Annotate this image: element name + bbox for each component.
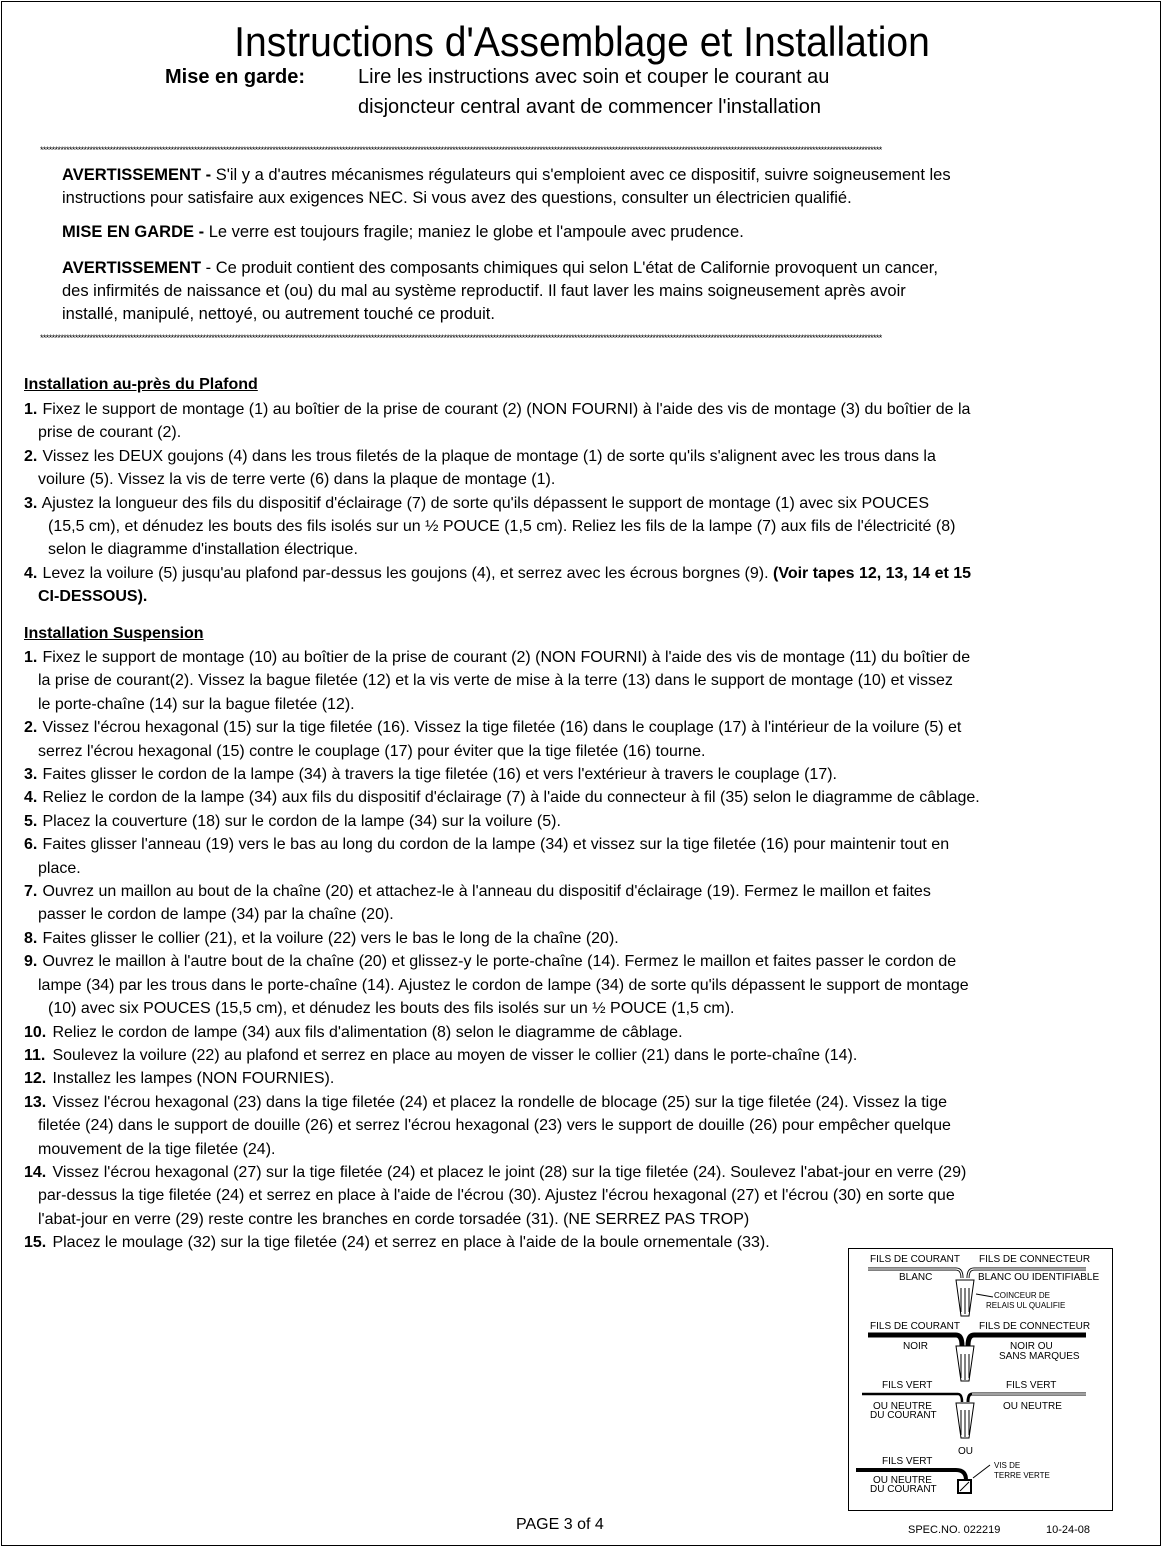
warning-text: instructions pour satisfaire aux exigences NEC. Si vous avez des questions, consulter un électricien qualifié. xyxy=(62,189,852,207)
instruction-line xyxy=(24,857,980,880)
instruction-line xyxy=(24,1161,980,1184)
instruction-line xyxy=(24,669,980,692)
step-number: 6. xyxy=(24,836,38,854)
step-text: passer le cordon de lampe (34) par la chaîne (20). xyxy=(38,906,394,924)
step-text: selon le diagramme d'installation électrique. xyxy=(48,541,358,559)
step-number: 3. xyxy=(24,766,38,784)
instruction-line xyxy=(24,693,980,716)
warning-block xyxy=(62,164,951,210)
instruction-line xyxy=(24,1067,980,1090)
step-text: Ajustez la longueur des fils du dispositif d'éclairage (7) de sorte qu'ils dépassent le support de montage (1) avec six POUCES xyxy=(41,494,930,512)
step-number: 12. xyxy=(24,1070,47,1088)
step-text: Vissez les DEUX goujons (4) dans les trous filetés de la plaque de montage (1) de sorte qu'ils s'alignent avec les trous dans la xyxy=(42,447,936,465)
step-text: serrez l'écrou hexagonal (15) contre le couplage (17) pour éviter que la tige filetée (16) tourne. xyxy=(38,742,706,760)
step-number: 1. xyxy=(24,649,38,666)
step-text: Reliez le cordon de lampe (34) aux fils d'alimentation (8) selon le diagramme de câblage. xyxy=(52,1023,683,1041)
page-title: Instructions d'Assemblage et Installation xyxy=(234,18,930,65)
instruction-line xyxy=(24,833,980,856)
step-number: 13. xyxy=(24,1093,47,1111)
step-text: Soulevez la voilure (22) au plafond et serrez en place au moyen de visser le collier (21) dans le porte-chaîne (14). xyxy=(52,1046,858,1064)
step-number: 1. xyxy=(24,401,38,418)
separator: ************************************************************************************************************************************************************************************************************************************************************************************************** xyxy=(40,145,882,155)
caution-text-line: disjoncteur central avant de commencer l'installation xyxy=(358,96,821,118)
step-text: Placez la couverture (18) sur le cordon de la lampe (34) sur la voilure (5). xyxy=(42,812,561,830)
instruction-line xyxy=(24,974,980,997)
instruction-line xyxy=(24,1091,980,1114)
diagram-label: NOIR xyxy=(903,1341,928,1352)
step-text: le porte-chaîne (14) sur la bague filetée (12). xyxy=(38,695,355,713)
step-text: lampe (34) par les trous dans le porte-chaîne (14). Ajustez le cordon de lampe (34) de sorte qu'ils dépassent le support de montage xyxy=(38,976,969,994)
step-text: Vissez l'écrou hexagonal (15) sur la tige filetée (16). Vissez la tige filetée (16) dans le couplage (17) à l'intérieur de la voilure (5) et xyxy=(42,719,962,737)
step-number: 3. xyxy=(24,494,38,512)
instruction-line xyxy=(24,716,980,739)
step-number: 4. xyxy=(24,789,38,807)
instruction-line xyxy=(24,421,971,444)
caution-label: Mise en garde: xyxy=(165,66,306,88)
instruction-line xyxy=(24,903,980,926)
step-number: 4. xyxy=(24,564,38,582)
step-number: 10. xyxy=(24,1023,47,1041)
diagram-label: OU xyxy=(958,1446,973,1457)
step-text: voilure (5). Vissez la vis de terre verte (6) dans la plaque de montage (1). xyxy=(38,471,556,489)
warning-block xyxy=(62,221,744,244)
instruction-line xyxy=(24,562,971,585)
separator: ************************************************************************************************************************************************************************************************************************************************************************************************** xyxy=(40,333,882,343)
diagram-label: FILS DE COURANT xyxy=(870,1254,961,1265)
step-text: mouvement de la tige filetée (24). xyxy=(38,1140,276,1158)
step-text: la prise de courant(2). Vissez la bague filetée (12) et la vis verte de mise à la terre (13) dans le support de montage (10) et vissez xyxy=(38,672,953,690)
step-text: Fixez le support de montage (10) au boîtier de la prise de courant (2) (NON FOURNI) à l'aide des vis de montage (11) du boîtier de xyxy=(42,649,971,666)
page-number: PAGE 3 of 4 xyxy=(516,1516,604,1533)
warning-label: MISE EN GARDE - xyxy=(62,223,209,241)
instruction-item xyxy=(24,716,980,763)
instruction-line xyxy=(24,646,980,669)
instruction-line xyxy=(24,950,980,973)
step-number: 2. xyxy=(24,447,38,465)
instruction-line xyxy=(24,763,980,786)
instruction-line xyxy=(24,445,971,468)
step-text: Ouvrez un maillon au bout de la chaîne (20) et attachez-le à l'anneau du dispositif d'éclairage (19). Fermez le maillon et faites xyxy=(42,883,931,901)
step-text: par-dessus la tige filetée (24) et serrez en place à l'aide de l'écrou (30). Ajustez l'écrou hexagonal (27) et l'écrou (30) en sorte que xyxy=(38,1187,955,1205)
instruction-item xyxy=(24,445,971,492)
instruction-line xyxy=(24,740,980,763)
step-text: Vissez l'écrou hexagonal (27) sur la tige filetée (24) et placez le joint (28) sur la tige filetée (24). Soulevez l'abat-jour en verre (29) xyxy=(52,1163,967,1181)
diagram-label: TERRE VERTE xyxy=(994,1471,1050,1480)
instruction-item xyxy=(24,1067,980,1090)
diagram-label: FILS VERT xyxy=(882,1380,933,1391)
warning-label: AVERTISSEMENT xyxy=(62,259,206,277)
step-text: Faites glisser le collier (21), et la voilure (22) vers le bas le long de la chaîne (20). xyxy=(42,929,619,947)
instruction-line xyxy=(24,1208,980,1231)
diagram-label: DU COURANT xyxy=(870,1484,937,1495)
step-text: Faites glisser l'anneau (19) vers le bas au long du cordon de la lampe (34) et vissez sur la tige filetée (16) pour maintenir tout en xyxy=(42,836,950,854)
instruction-list-suspension xyxy=(24,646,980,1255)
step-number: 8. xyxy=(24,929,38,947)
instruction-item xyxy=(24,1044,980,1067)
instruction-line xyxy=(24,1184,980,1207)
instruction-item xyxy=(24,927,980,950)
instruction-line xyxy=(24,398,971,421)
warning-label: AVERTISSEMENT - xyxy=(62,166,216,184)
step-number: 2. xyxy=(24,719,38,737)
step-text: Fixez le support de montage (1) au boîtier de la prise de courant (2) (NON FOURNI) à l'aide des vis de montage (3) du boîtier de la xyxy=(42,401,971,418)
section-heading-plafond: Installation au-près du Plafond xyxy=(24,376,258,393)
diagram-label: VIS DE xyxy=(994,1461,1021,1470)
instruction-item xyxy=(24,833,980,880)
diagram-label: RELAIS UL QUALIFIE xyxy=(986,1301,1066,1310)
spec-number: SPEC.NO. 022219 xyxy=(908,1524,1001,1536)
diagram-label: DU COURANT xyxy=(870,1410,937,1421)
step-text: Faites glisser le cordon de la lampe (34) à travers la tige filetée (16) et vers l'extérieur à travers le couplage (17). xyxy=(42,766,837,784)
instruction-item xyxy=(24,786,980,809)
diagram-label: OU NEUTRE xyxy=(873,1401,932,1412)
warning-text: Le verre est toujours fragile; maniez le globe et l'ampoule avec prudence. xyxy=(208,223,744,241)
warning-block xyxy=(62,257,938,326)
instruction-line xyxy=(24,492,971,515)
step-text: (15,5 cm), et dénudez les bouts des fils isolés sur un ½ POUCE (1,5 cm). Reliez les fils de la lampe (7) aux fils de l'électricité (8) xyxy=(48,518,956,536)
instruction-line xyxy=(24,997,980,1020)
step-number: 15. xyxy=(24,1234,47,1252)
instruction-item xyxy=(24,763,980,786)
step-text: filetée (24) dans le support de douille (26) et serrez l'écrou hexagonal (23) vers le support de douille (26) pour empêcher quelque xyxy=(38,1117,951,1135)
instruction-line xyxy=(24,810,980,833)
instruction-list-plafond xyxy=(24,398,971,609)
instruction-item xyxy=(24,810,980,833)
warning-text: des infirmités de naissance et (ou) du mal au système reproductif. Il faut laver les mains soigneusement après avoir xyxy=(62,282,906,300)
diagram-label: FILS DE CONNECTEUR xyxy=(979,1254,1091,1265)
diagram-label: OU NEUTRE xyxy=(1003,1401,1062,1412)
diagram-label: NOIR OU xyxy=(1010,1341,1053,1352)
diagram-label: OU NEUTRE xyxy=(873,1475,932,1486)
step-number: 9. xyxy=(24,953,38,971)
caution-text-line: Lire les instructions avec soin et couper le courant au xyxy=(358,66,830,88)
instruction-line xyxy=(24,515,971,538)
step-text: Placez le moulage (32) sur la tige filetée (24) et serrez en place à l'aide de la boule ornementale (33). xyxy=(52,1234,770,1252)
warning-text: installé, manipulé, nettoyé, ou autrement touché ce produit. xyxy=(62,305,495,323)
diagram-label: FILS VERT xyxy=(1006,1380,1057,1391)
instruction-item xyxy=(24,492,971,562)
revision-date: 10-24-08 xyxy=(1046,1524,1091,1536)
warning-text: - Ce produit contient des composants chimiques qui selon L'état de Californie provoquent un cancer, xyxy=(205,259,938,277)
step-text: Levez la voilure (5) jusqu'au plafond par-dessus les goujons (4), et serrez avec les écrous borgnes (9). xyxy=(42,564,773,582)
instruction-item xyxy=(24,646,980,716)
instruction-line xyxy=(24,468,971,491)
step-text: Installez les lampes (NON FOURNIES). xyxy=(52,1070,335,1088)
step-reference: (Voir tapes 12, 13, 14 et 15 xyxy=(773,564,972,582)
step-text: Ouvrez le maillon à l'autre bout de la chaîne (20) et glissez-y le porte-chaîne (14). Fermez le maillon et faites passer le cordon de xyxy=(42,953,957,971)
section-heading-suspension: Installation Suspension xyxy=(24,625,204,642)
instruction-line xyxy=(24,1231,980,1254)
step-text: Vissez l'écrou hexagonal (23) dans la tige filetée (24) et placez la rondelle de blocage (25) sur la tige filetée (24). Vissez la tige xyxy=(52,1093,947,1111)
instruction-item xyxy=(24,880,980,927)
diagram-label: BLANC OU IDENTIFIABLE xyxy=(978,1272,1100,1283)
instruction-item xyxy=(24,1021,980,1044)
instruction-line xyxy=(24,786,980,809)
instruction-item xyxy=(24,950,980,1020)
diagram-label: FILS DE CONNECTEUR xyxy=(979,1321,1091,1332)
instruction-line xyxy=(24,1021,980,1044)
instruction-item xyxy=(24,1161,980,1231)
instruction-line xyxy=(24,927,980,950)
warning-text: S'il y a d'autres mécanismes régulateurs qui s'emploient avec ce dispositif, suivre soigneusement les xyxy=(215,166,951,184)
instruction-item xyxy=(24,398,971,445)
step-text: place. xyxy=(38,859,81,877)
instruction-item xyxy=(24,1231,980,1254)
diagram-label: SANS MARQUES xyxy=(999,1351,1080,1362)
step-text: prise de courant (2). xyxy=(38,424,182,442)
instruction-line xyxy=(24,1044,980,1067)
instruction-line xyxy=(24,1138,980,1161)
diagram-label: FILS DE COURANT xyxy=(870,1321,961,1332)
instruction-item xyxy=(24,562,971,609)
step-number: 7. xyxy=(24,883,38,901)
step-text: CI-DESSOUS). xyxy=(38,588,148,606)
instruction-line xyxy=(24,538,971,561)
instruction-line xyxy=(24,585,971,608)
wiring-diagram xyxy=(848,1248,1114,1512)
step-number: 5. xyxy=(24,812,38,830)
instruction-line xyxy=(24,1114,980,1137)
diagram-label: FILS VERT xyxy=(882,1456,933,1467)
step-number: 14. xyxy=(24,1163,47,1181)
step-text: (10) avec six POUCES (15,5 cm), et dénudez les bouts des fils isolés sur un ½ POUCE (1,5 cm). xyxy=(48,1000,735,1018)
step-text: l'abat-jour en verre (29) reste contre les branches en corde torsadée (31). (NE SERREZ PAS TROP) xyxy=(38,1210,750,1228)
diagram-label: COINCEUR DE xyxy=(994,1291,1051,1300)
diagram-label: BLANC xyxy=(899,1272,933,1283)
step-text: Reliez le cordon de la lampe (34) aux fils du dispositif d'éclairage (7) à l'aide du connecteur à fil (35) selon le diagramme de câblage. xyxy=(42,789,980,807)
instruction-item xyxy=(24,1091,980,1161)
instruction-line xyxy=(24,880,980,903)
step-number: 11. xyxy=(24,1046,46,1064)
